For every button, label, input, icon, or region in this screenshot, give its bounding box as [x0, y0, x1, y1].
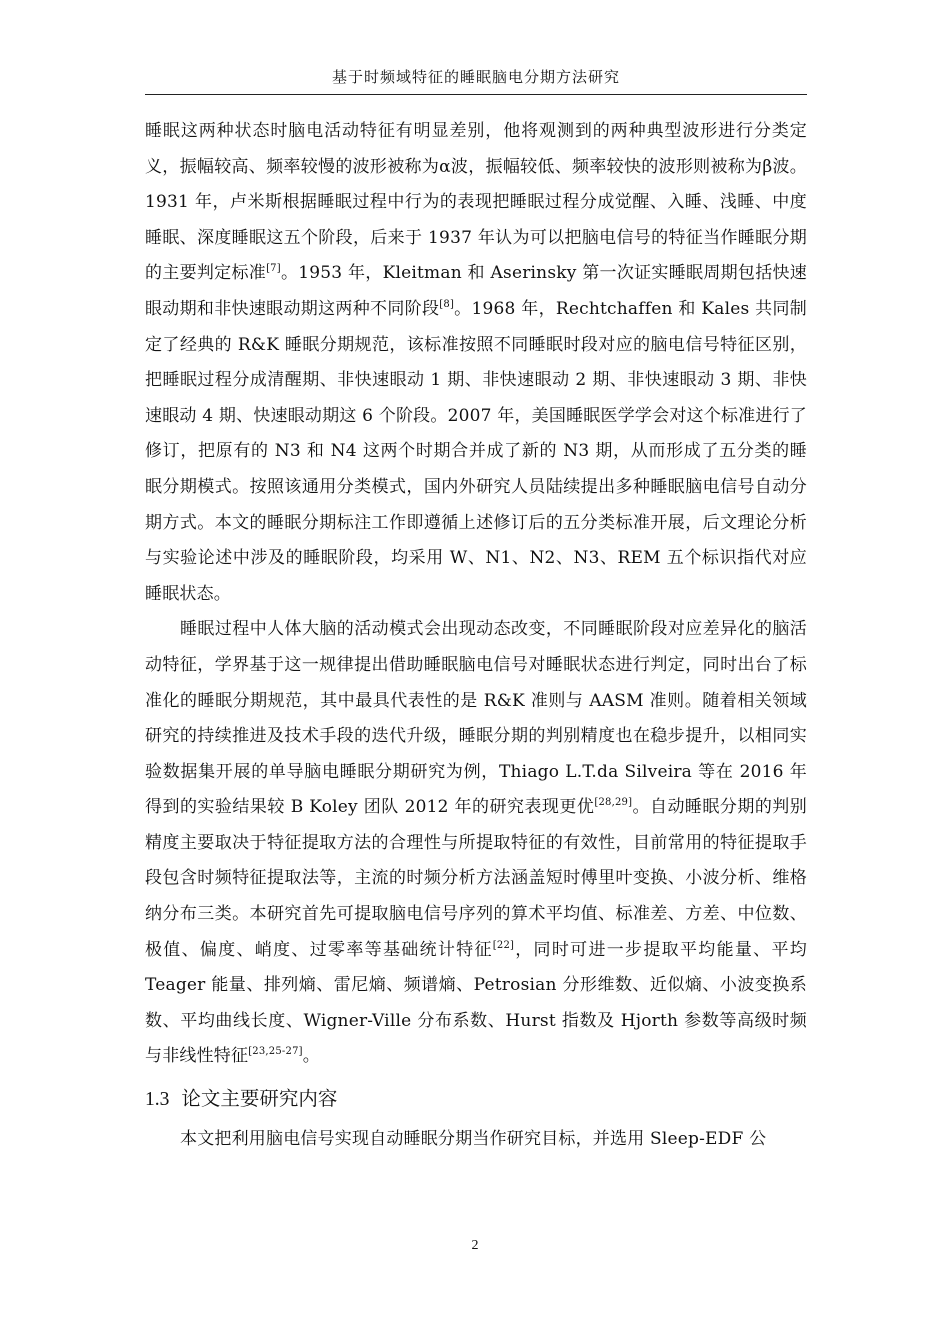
paragraph-text: 。 [302, 1046, 320, 1067]
citation-ref: [7] [266, 263, 281, 275]
paragraph-text: 睡眠这两种状态时脑电活动特征有明显差别，他将观测到的两种典型波形进行分类定义，振幅较高、频率较慢的波形被称为α波，振幅较低、频率较快的波形则被称为β波。1931 年，卢米斯根据睡眠过程中行为的表现把睡眠过程分成觉醒、入睡、浅睡、中度睡眠、深度睡眠这五个阶段，后来于 1937 年认为可以把脑电信号的特征当作睡眠分期的主要判定标准 [145, 121, 807, 284]
paragraph-research-content [145, 1122, 807, 1158]
section-number: 1.3 [145, 1089, 170, 1111]
paragraph-text: ，同时可进一步提取平均能量、平均 Teager 能量、排列熵、雷尼熵、频谱熵、Petrosian 分形维数、近似熵、小波变换系数、平均曲线长度、Wigner-Ville 分布系数、Hurst 指数及 Hjorth 参数等高级时频与非线性特征 [145, 939, 807, 1067]
paragraph-sleep-staging-history [145, 114, 807, 612]
citation-ref: [28,29] [594, 797, 633, 809]
page-body [145, 114, 807, 1158]
paragraph-text: 。1968 年，Rechtchaffen 和 Kales 共同制定了经典的 R&K 睡眠分期规范，该标准按照不同睡眠时段对应的脑电信号特征区别，把睡眠过程分成清醒期、非快速眼动 1 期、非快速眼动 2 期、非快速眼动 3 期、非快速眼动 4 期、快速眼动期这 6 个阶段。2007 年，美国睡眠医学学会对这个标准进行了修订，把原有的 N3 和 N4 这两个时期合并成了新的 N3 期，从而形成了五分类的睡眠分期模式。按照该通用分类模式，国内外研究人员陆续提出多种睡眠脑电信号自动分期方式。本文的睡眠分期标注工作即遵循上述修订后的五分类标准开展，后文理论分析与实验论述中涉及的睡眠阶段，均采用 W、N1、N2、N3、REM 五个标识指代对应睡眠状态。 [145, 298, 807, 604]
paragraph-text: 本文把利用脑电信号实现自动睡眠分期当作研究目标，并选用 Sleep-EDF 公 [180, 1129, 767, 1150]
running-header-title: 基于时频域特征的睡眠脑电分期方法研究 [331, 68, 620, 86]
paragraph-feature-extraction [145, 612, 807, 1075]
paragraph-text: 睡眠过程中人体大脑的活动模式会出现动态改变，不同睡眠阶段对应差异化的脑活动特征，学界基于这一规律提出借助睡眠脑电信号对睡眠状态进行判定，同时出台了标准化的睡眠分期规范，其中最具代表性的是 R&K 准则与 AASM 准则。随着相关领域研究的持续推进及技术手段的迭代升级，睡眠分期的判别精度也在稳步提升，以相同实验数据集开展的单导脑电睡眠分期研究为例，Thiago L.T.da Silveira 等在 2016 年得到的实验结果较 B Koley 团队 2012 年的研究表现更优 [145, 619, 807, 818]
citation-ref: [8] [439, 298, 455, 310]
citation-ref: [23,25-27] [248, 1046, 303, 1058]
paragraph-text: 。自动睡眠分期的判别精度主要取决于特征提取方法的合理性与所提取特征的有效性，目前常用的特征提取手段包含时频特征提取法等，主流的时频分析方法涵盖短时傅里叶变换、小波分析、维格纳分布三类。本研究首先可提取脑电信号序列的算术平均值、标准差、方差、中位数、极值、偏度、峭度、过零率等基础统计特征 [145, 797, 807, 960]
citation-ref: [22] [492, 939, 515, 951]
running-header [145, 66, 807, 95]
paragraph-text: 。1953 年，Kleitman 和 Aserinsky 第一次证实睡眠周期包括快速眼动期和非快速眼动期这两种不同阶段 [145, 263, 807, 319]
page-number: 2 [471, 1238, 479, 1253]
section-title: 论文主要研究内容 [181, 1087, 338, 1111]
section-heading [145, 1081, 807, 1118]
